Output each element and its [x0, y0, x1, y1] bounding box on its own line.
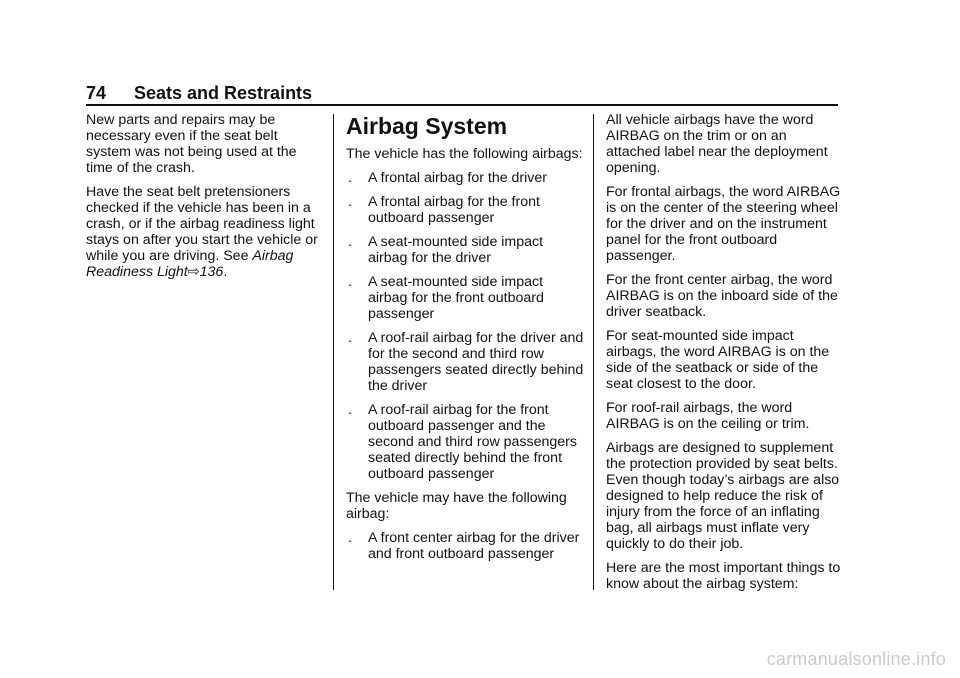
paragraph: New parts and repairs may be necessary even if the seat belt system was not being used at the time of the crash. — [86, 112, 297, 176]
list-item: . A seat-mounted side impact airbag for the driver — [348, 234, 544, 266]
paragraph: For frontal airbags, the word AIRBAG is on the center of the steering wheel for the driver and on the instrument panel for the front outboard passenger. — [606, 184, 841, 264]
cross-reference-link[interactable]: Airbag Readiness Light — [86, 248, 294, 280]
paragraph: Have the seat belt pretensioners checked if the vehicle has been in a crash, or if the airbag readiness light stays on after you start the vehicle or while you are driving. See Airbag Readiness Light⇨136. — [86, 184, 318, 280]
list-item: . A frontal airbag for the driver — [348, 170, 548, 186]
list-item: . A front center airbag for the driver and front outboard passenger — [348, 530, 580, 562]
paragraph: For the front center airbag, the word AIRBAG is on the inboard side of the driver seatback. — [606, 272, 838, 320]
watermark: carmanualsonline.info — [766, 649, 946, 669]
page-ref-arrow-icon: ⇨ — [187, 264, 200, 280]
bullet: . — [348, 402, 352, 418]
bullet: . — [348, 194, 352, 210]
optional-airbag-list — [346, 530, 584, 562]
bullet: . — [348, 274, 352, 290]
page-header — [86, 82, 312, 104]
bullet: . — [348, 330, 352, 346]
paragraph: Here are the most important things to know about the airbag system: — [606, 560, 841, 592]
column-1 — [86, 112, 324, 288]
airbag-list — [346, 170, 584, 482]
header-rule — [86, 104, 838, 106]
list-item: . A roof-rail airbag for the driver and for the second and third row passengers seated directly behind the driver — [348, 330, 584, 394]
column-divider — [333, 114, 334, 590]
paragraph: For roof-rail airbags, the word AIRBAG is on the ceiling or trim. — [606, 400, 810, 432]
paragraph: For seat-mounted side impact airbags, the word AIRBAG is on the side of the seatback or side of the seat closest to the door. — [606, 328, 830, 392]
column-2 — [346, 112, 584, 570]
column-divider — [593, 114, 594, 590]
bullet: . — [348, 170, 352, 186]
paragraph: Airbags are designed to supplement the protection provided by seat belts. Even though today’s airbags are also designed to help reduce the risk of injury from the force of an inflating bag, all airbags must inflate very quickly to do their job. — [606, 440, 840, 552]
page-number: 74 — [86, 83, 107, 103]
list-item: . A frontal airbag for the front outboard passenger — [348, 194, 540, 226]
page-reference[interactable]: 136 — [199, 264, 224, 280]
paragraph: The vehicle may have the following airbag: — [346, 490, 567, 522]
list-item: . A seat-mounted side impact airbag for the front outboard passenger — [348, 274, 544, 322]
list-item: . A roof-rail airbag for the front outboard passenger and the second and third row passengers seated directly behind the front outboard passenger — [348, 402, 577, 482]
section-title: Airbag System — [346, 113, 508, 139]
bullet: . — [348, 234, 352, 250]
column-3 — [606, 112, 844, 600]
bullet: . — [348, 530, 352, 546]
paragraph: The vehicle has the following airbags: — [346, 146, 583, 162]
section-heading: Seats and Restraints — [134, 83, 313, 103]
paragraph: All vehicle airbags have the word AIRBAG on the trim or on an attached label near the deployment opening. — [606, 112, 828, 176]
